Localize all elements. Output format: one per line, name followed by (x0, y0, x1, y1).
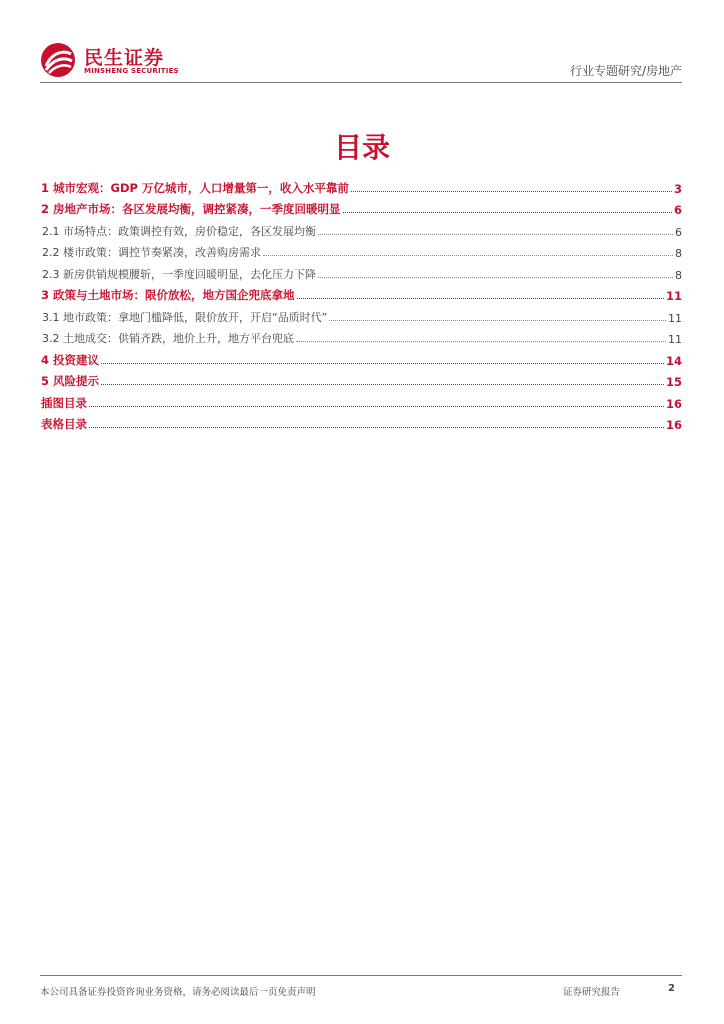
toc-entry[interactable] (41, 303, 682, 325)
toc-entry[interactable] (41, 411, 682, 433)
toc-entry-title: 2.1 市场特点：政策调控有效，房价稳定，各区发展均衡 (42, 224, 316, 238)
toc-dot-leader (296, 340, 666, 342)
toc-dot-leader (343, 211, 672, 213)
toc-entry-page: 15 (665, 375, 682, 389)
toc-dot-leader (329, 319, 666, 321)
toc-entry-title: 1 城市宏观：GDP 万亿城市，人口增量第一，收入水平靠前 (41, 180, 349, 195)
toc-entry-title: 2.3 新房供销规模腰斩，一季度回暖明显，去化压力下降 (42, 267, 316, 281)
toc-entry-title: 5 风险提示 (41, 374, 100, 388)
page-header (40, 40, 682, 84)
toc-entry[interactable] (41, 196, 682, 218)
toc-entry-page: 11 (665, 289, 682, 303)
toc-entry[interactable] (41, 282, 682, 304)
toc-dot-leader (101, 383, 664, 385)
toc-entry[interactable] (41, 260, 682, 282)
minsheng-logo-icon (40, 42, 76, 78)
toc-entry-page: 3 (673, 181, 682, 196)
toc-title: 目录 (333, 131, 390, 164)
footer-disclaimer: 本公司具备证券投资咨询业务资格，请务必阅读最后一页免责声明 (40, 987, 316, 998)
toc-entry[interactable] (41, 239, 682, 261)
toc-entry-page: 16 (665, 396, 682, 411)
footer-divider (40, 975, 682, 976)
toc-dot-leader (297, 297, 664, 299)
toc-entry[interactable] (41, 217, 682, 239)
toc-entry-page: 6 (675, 225, 682, 239)
toc-entry-page: 8 (675, 247, 682, 260)
toc-entry-title: 4 投资建议 (41, 352, 100, 367)
toc-entry[interactable] (41, 368, 682, 390)
footer-doc-type: 证券研究报告 (563, 987, 621, 998)
toc-dot-leader (89, 405, 664, 407)
footer-page-number: 2 (668, 983, 675, 994)
report-category: 行业专题研究/房地产 (569, 64, 682, 78)
toc-entry-page: 11 (668, 311, 682, 325)
toc-entry[interactable] (41, 346, 682, 368)
toc-entry[interactable] (41, 325, 682, 347)
header-divider (40, 82, 682, 83)
toc-entry-title: 3.2 土地成交：供销齐跌，地价上升，地方平台兜底 (42, 332, 294, 345)
toc-dot-leader (351, 190, 672, 192)
toc-entry-title: 2.2 楼市政策：调控节奏紧凑，改善购房需求 (42, 246, 261, 259)
toc-entry-title: 表格目录 (41, 417, 87, 431)
toc-entry-title: 插图目录 (41, 395, 87, 410)
toc-dot-leader (318, 233, 673, 235)
toc-dot-leader (101, 362, 664, 364)
toc-entry-page: 8 (675, 268, 682, 282)
toc-entry-title: 3.1 地市政策：拿地门槛降低，限价放开，开启“品质时代” (42, 310, 328, 324)
toc-entry[interactable] (41, 389, 682, 411)
toc-entry-page: 16 (665, 418, 682, 432)
toc-entry-page: 11 (668, 333, 682, 346)
toc-entry-page: 14 (665, 353, 682, 368)
minsheng-logo (40, 40, 180, 80)
logo-english-name: MINSHENG SECURITIES (84, 67, 179, 75)
toc-dot-leader (318, 276, 673, 278)
toc-entry-title: 3 政策与土地市场：限价放松，地方国企兜底拿地 (41, 288, 295, 302)
table-of-contents (41, 174, 682, 432)
toc-entry-title: 2 房地产市场：各区发展均衡，调控紧凑，一季度回暖明显 (41, 202, 341, 216)
toc-entry[interactable] (41, 174, 682, 196)
toc-dot-leader (89, 426, 664, 428)
logo-chinese-name: 民生证券 (84, 47, 165, 69)
toc-entry-page: 6 (673, 203, 682, 217)
toc-dot-leader (263, 254, 673, 256)
